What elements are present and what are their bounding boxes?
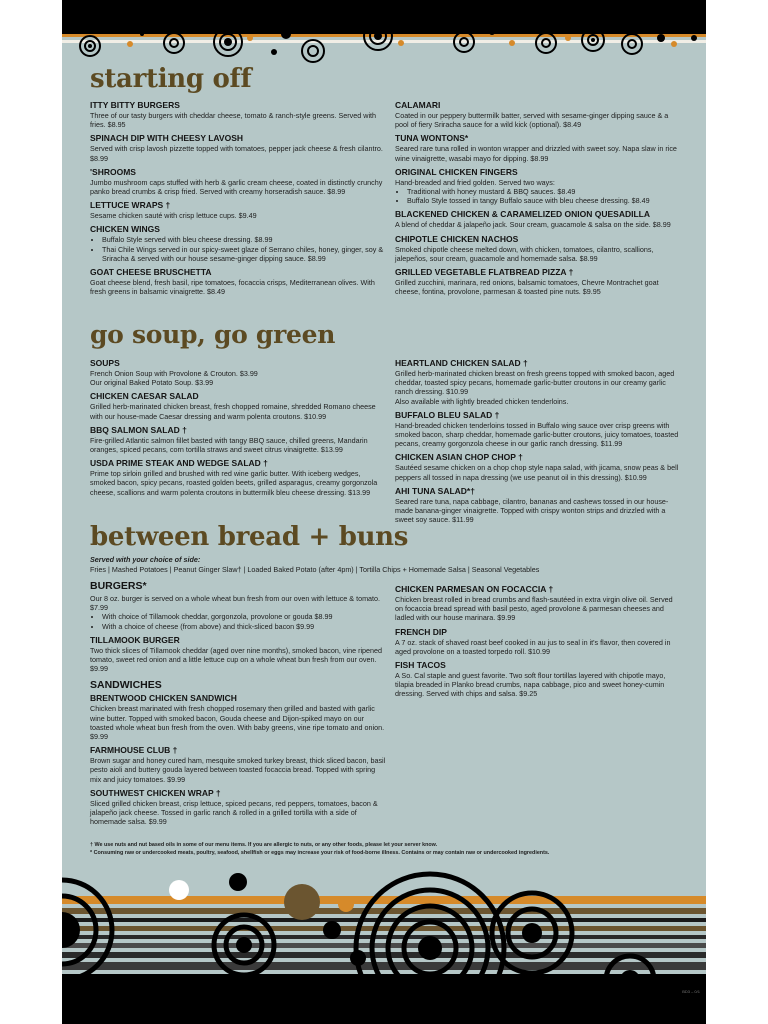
menu-item-description: Seared rare tuna, napa cabbage, cilantro, bananas and cashews tossed in our house-made banana-ginger vinaigrette. Topped with crispy wonton strips and drizzled with a sweet soy sauce. $11.99 bbox=[395, 496, 669, 525]
menu-item-name: USDA PRIME STEAK AND WEDGE SALAD † bbox=[90, 458, 268, 469]
menu-item-description: Brown sugar and honey cured ham, mesquite smoked turkey breast, thick sliced bacon, basil pesto aioli and buttery gouda layered between toasted focaccia bread. Topped with spring mix and juicy tomatoes. $9.99 bbox=[90, 756, 386, 784]
menu-item-description: Fire-grilled Atlantic salmon fillet basted with tangy BBQ sauce, chilled greens, Mandarin oranges, spiced pecans, corn tortilla straws and sweet citrus vinaigrette. $13.99 bbox=[90, 435, 368, 455]
menu-item bbox=[395, 452, 681, 481]
menu-item-description: Served with crisp lavosh pizzette topped with tomatoes, pepper jack cheese & fresh cilantro. $8.99 bbox=[90, 144, 383, 163]
menu-item-name: BBQ SALMON SALAD † bbox=[90, 424, 187, 435]
menu-item bbox=[395, 209, 681, 229]
menu-item bbox=[90, 224, 386, 263]
menu-item bbox=[90, 458, 386, 497]
menu-item-description: Sliced grilled chicken breast, crisp lettuce, spiced pecans, red peppers, tomatoes, bacon & jalapeño jack cheese. Tossed in garlic ranch & rolled in a grilled tortilla with a side of homemade salsa. $9.99 bbox=[90, 798, 378, 827]
menu-item bbox=[90, 635, 386, 674]
menu-item-name: CHICKEN PARMESAN ON FOCACCIA † bbox=[395, 584, 554, 594]
menu-item bbox=[90, 788, 386, 827]
menu-item-name: FISH TACOS bbox=[395, 660, 446, 671]
menu-item-name: BLACKENED CHICKEN & CARAMELIZED ONION QUESADILLA bbox=[395, 209, 650, 220]
menu-item-description: Chicken breast marinated with fresh chopped rosemary then grilled and basted with garlic wine butter. Topped with smoked bacon, Gouda cheese and Dijon-spiked mayo on our toasted whole wheat bun fresh from the oven. With baby greens, vine ripe tomato and onion. $9.99 bbox=[90, 704, 385, 742]
starting-off-right-column bbox=[395, 100, 681, 300]
menu-item-description: A So. Cal staple and guest favorite. Two soft flour tortillas layered with chipotle mayo, tilapia breaded in Planko bread crumbs, napa cabbage, pico and sweet honey-cumin dressing. Served with chips and salsa. $9.25 bbox=[395, 671, 666, 699]
heading-between-bread-buns: between bread + buns bbox=[90, 522, 409, 552]
menu-item-description: Two thick slices of Tillamook cheddar (aged over nine months), smoked bacon, vine ripened tomato, sweet red onion and a little lettuce cup on a whole wheat bun fresh from our oven. $9.99 bbox=[90, 645, 383, 674]
menu-item-description: Coated in our peppery buttermilk batter, served with sesame-ginger dipping sauce & a pool of fiery Sriracha sauce for a wild kick (optional). $8.49 bbox=[395, 111, 669, 130]
menu-item bbox=[395, 486, 681, 525]
footnote-raw-food: * Consuming raw or undercooked meats, poultry, seafood, shellfish or eggs may increase your risk of food-borne illness. Contains or may contain raw or undercooked ingredients. bbox=[90, 849, 550, 856]
menu-item bbox=[395, 358, 681, 406]
menu-item-name: BUFFALO BLEU SALAD † bbox=[395, 409, 500, 420]
menu-item-description: Grilled zucchini, marinara, red onions, balsamic tomatoes, Chevre Montrachet goat cheese, fontina, provolone, parmesan & toasted pine nuts. $9.95 bbox=[395, 278, 659, 297]
menu-item-name: TILLAMOOK BURGER bbox=[90, 634, 180, 645]
menu-item-option: • Thai Chile Wings served in our spicy-sweet glaze of Serrano chiles, honey, ginger, soy & Sriracha & served with our house sesame-ginger dipping sauce. $8.99 bbox=[102, 245, 386, 263]
menu-item-description: Smoked chipotle cheese melted down, with chicken, tomatoes, cilantro, scallions, jalepeños, sour cream, guacamole and homemade salsa. $8.99 bbox=[395, 244, 654, 263]
menu-item bbox=[90, 391, 386, 420]
menu-item-options bbox=[395, 187, 681, 205]
menu-item-description: A 7 oz. stack of shaved roast beef cooked in au jus to seal in it's flavor, then covered in aged provolone on a toasted torpedo roll. $10.99 bbox=[395, 637, 671, 656]
menu-item-name: ITTY BITTY BURGERS bbox=[90, 100, 180, 110]
menu-item-options bbox=[90, 235, 386, 263]
menu-item-name: CHICKEN CAESAR SALAD bbox=[90, 391, 199, 402]
menu-item-name: LETTUCE WRAPS † bbox=[90, 200, 171, 211]
heading-starting-off: starting off bbox=[90, 64, 252, 94]
bread-buns-left-column bbox=[90, 580, 386, 830]
footnotes bbox=[90, 842, 680, 857]
menu-item bbox=[90, 594, 386, 631]
menu-item-name: HEARTLAND CHICKEN SALAD † bbox=[395, 358, 528, 368]
menu-item bbox=[395, 267, 681, 296]
top-circles-decoration bbox=[62, 24, 706, 66]
menu-item bbox=[90, 100, 386, 129]
menu-item-name: BRENTWOOD CHICKEN SANDWICH bbox=[90, 693, 237, 704]
sides-note: Served with your choice of side: bbox=[90, 555, 201, 564]
menu-item bbox=[395, 133, 681, 162]
sandwiches-subheading: SANDWICHES bbox=[90, 679, 162, 692]
menu-item-name: GOAT CHEESE BRUSCHETTA bbox=[90, 267, 212, 278]
menu-item-description: French Onion Soup with Provolone & Crouton. $3.99 Our original Baked Potato Soup. $3.99 bbox=[90, 369, 258, 388]
menu-item-option: • With choice of Tillamook cheddar, gorgonzola, provolone or gouda $8.99 bbox=[102, 612, 386, 621]
menu-item-options bbox=[90, 612, 386, 630]
menu-item-option: • Buffalo Style tossed in tangy Buffalo sauce with bleu cheese dressing. $8.49 bbox=[407, 196, 681, 205]
menu-item bbox=[395, 627, 681, 656]
menu-item-description: Grilled herb-marinated chicken breast on fresh greens topped with smoked bacon, aged cheddar, toasted spicy pecans, homemade garlic-butter croutons in our creamy garlic ranch dressing. $10.99 Also available with lightly breaded chicken tenderloins. bbox=[395, 369, 675, 406]
menu-item-description: Sesame chicken sauté with crisp lettuce cups. $9.49 bbox=[90, 211, 257, 221]
soup-green-left-column bbox=[90, 358, 386, 501]
menu-item-name: CHICKEN WINGS bbox=[90, 224, 160, 235]
menu-item-option: • Buffalo Style served with bleu cheese dressing. $8.99 bbox=[102, 235, 386, 244]
footnote-nuts: † We use nuts and nut based oils in some of our menu items. If you are allergic to nuts, or any other foods, please let your server know. bbox=[90, 842, 438, 848]
menu-item bbox=[395, 584, 681, 623]
menu-item bbox=[90, 267, 386, 296]
menu-item-name: GRILLED VEGETABLE FLATBREAD PIZZA † bbox=[395, 267, 574, 278]
menu-item bbox=[395, 100, 681, 129]
menu-item-description: Prime top sirloin grilled and brushed with red wine garlic butter. With iceberg wedges, smoked bacon, spicy pecans, roasted golden beets, grilled asparagus, creamy gorgonzola cheese, scallions and warm polenta croutons in buttermilk bleu cheese dressing. $13.99 bbox=[90, 469, 378, 497]
menu-item bbox=[90, 745, 386, 784]
menu-item-description: Our 8 oz. burger is served on a whole wheat bun fresh from our oven with lettuce & tomato. $7.99 bbox=[90, 594, 381, 613]
menu-item-name: FARMHOUSE CLUB † bbox=[90, 745, 178, 756]
menu-item bbox=[90, 133, 386, 162]
heading-go-soup-go-green: go soup, go green bbox=[90, 320, 336, 349]
menu-item bbox=[395, 410, 681, 449]
menu-item-description: Hand-breaded and fried golden. Served two ways: bbox=[395, 177, 555, 187]
soup-green-right-column bbox=[395, 358, 681, 528]
bread-buns-right-column bbox=[395, 584, 681, 703]
menu-item-description: Seared rare tuna rolled in wonton wrapper and drizzled with sweet soy. Napa slaw in rice wine vinaigrette, wasabi mayo for dipping. $8.99 bbox=[395, 144, 677, 163]
menu-item-name: SPINACH DIP WITH CHEESY LAVOSH bbox=[90, 133, 244, 144]
menu-item-description: Three of our tasty burgers with cheddar cheese, tomato & ranch-style greens. Served with fries. $8.95 bbox=[90, 111, 377, 130]
menu-item-name: FRENCH DIP bbox=[395, 626, 447, 637]
menu-item bbox=[395, 660, 681, 699]
menu-item-name: CALAMARI bbox=[395, 100, 441, 110]
menu-item-name: CHIPOTLE CHICKEN NACHOS bbox=[395, 233, 519, 244]
print-code: BD3 – 0/1 bbox=[682, 989, 700, 994]
starting-off-left-column bbox=[90, 100, 386, 300]
menu-item bbox=[90, 167, 386, 196]
menu-item-description: Grilled herb-marinated chicken breast, fresh chopped romaine, shredded Romano cheese with our house-made Caesar dressing and warm polenta croutons. $10.99 bbox=[90, 402, 376, 421]
menu-item bbox=[90, 425, 386, 454]
menu-page bbox=[62, 0, 706, 1024]
menu-item-name: SOUPS bbox=[90, 358, 120, 368]
menu-item-option: • With a choice of cheese (from above) and thick-sliced bacon $9.99 bbox=[102, 622, 386, 631]
menu-item-name: TUNA WONTONS* bbox=[395, 133, 469, 144]
menu-item bbox=[90, 358, 386, 387]
menu-item-description: Hand-breaded chicken tenderloins tossed in Buffalo wing sauce over crisp greens with smoked bacon, sharp cheddar, homemade garlic-butter croutons, juicy tomatoes, toasted pecans, creamy gorgonzola cheese in our garlic ranch dressing. $11.99 bbox=[395, 420, 679, 449]
menu-item-name: ORIGINAL CHICKEN FINGERS bbox=[395, 166, 518, 177]
menu-item-description: Chicken breast rolled in bread crumbs and flash-sautéed in extra virgin olive oil. Served on focaccia bread spread with basil pesto, aged provolone & parmesan cheeses and ladled with our house marinara. $9.99 bbox=[395, 595, 673, 623]
menu-item-option: • Traditional with honey mustard & BBQ sauces. $8.49 bbox=[407, 187, 681, 196]
sides-list: Fries | Mashed Potatoes | Peanut Ginger Slaw† | Loaded Baked Potato (after 4pm) | Tortilla Chips + Homemade Salsa | Seasonal Vegetables bbox=[90, 564, 540, 574]
sides-info bbox=[90, 555, 680, 574]
menu-item-name: AHI TUNA SALAD*† bbox=[395, 485, 475, 496]
menu-item bbox=[90, 200, 386, 220]
menu-item bbox=[395, 167, 681, 206]
menu-item-name: 'SHROOMS bbox=[90, 166, 136, 177]
menu-item-name: SOUTHWEST CHICKEN WRAP † bbox=[90, 787, 221, 798]
burgers-subheading: BURGERS* bbox=[90, 580, 147, 592]
menu-item-description: Sautéed sesame chicken on a chop chop style napa salad, with jicama, snow peas & bell peppers all tossed in napa dressing (we use peanut oil in this dressing). $10.99 bbox=[395, 463, 679, 482]
menu-item bbox=[395, 234, 681, 263]
bottom-circles-decoration bbox=[62, 868, 706, 1024]
menu-item bbox=[90, 693, 386, 741]
menu-item-description: Goat cheese blend, fresh basil, ripe tomatoes, focaccia crisps, Mediterranean olives. With fresh greens in balsamic vinaigrette. $8.49 bbox=[90, 278, 375, 297]
menu-item-description: Jumbo mushroom caps stuffed with herb & garlic cream cheese, coated in distinctly crunchy panko bread crumbs & crisp fried. Served with creamy horseradish sauce. $8.99 bbox=[90, 177, 383, 197]
menu-item-name: CHICKEN ASIAN CHOP CHOP † bbox=[395, 452, 523, 463]
menu-item-description: A blend of cheddar & jalapeño jack. Sour cream, guacamole & salsa on the side. $8.99 bbox=[395, 220, 671, 230]
